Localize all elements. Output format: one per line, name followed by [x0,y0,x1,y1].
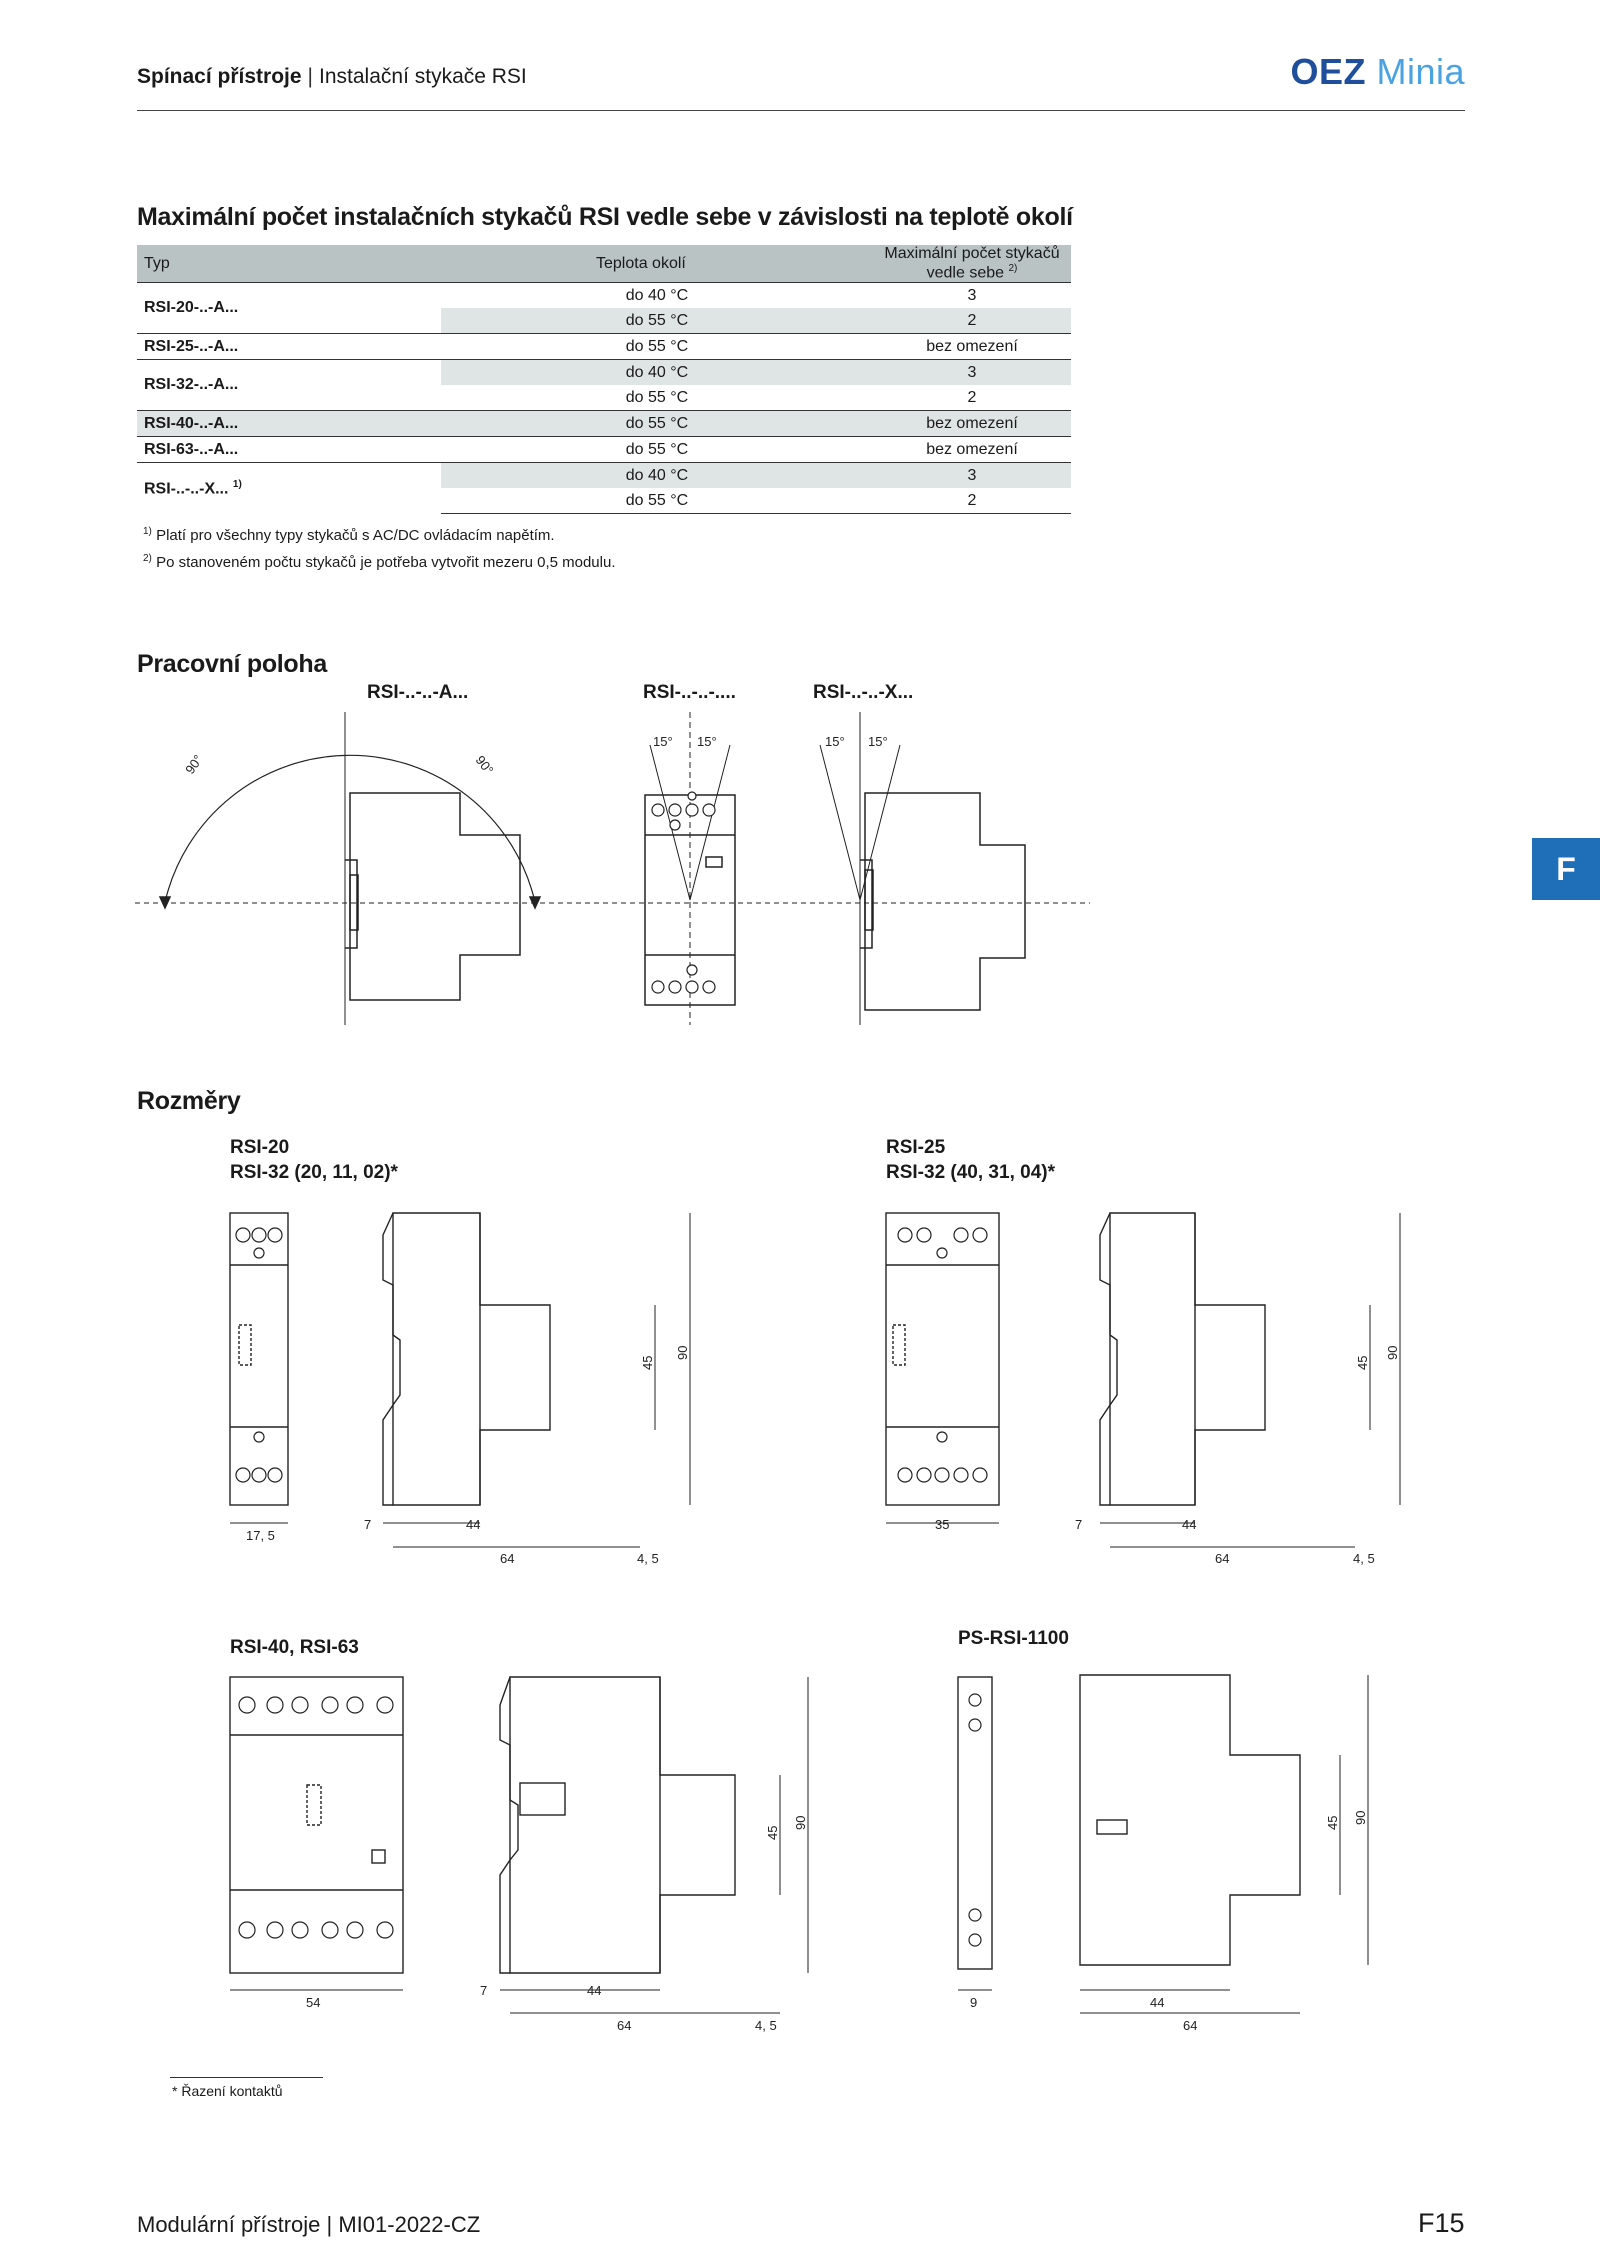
position-section-title: Pracovní poloha [137,650,327,678]
dim-35: 35 [935,1517,950,1532]
dims-label-ps: PS-RSI-1100 [958,1628,1069,1649]
position-label-a: RSI-..-..-A... [367,682,469,703]
table-row: RSI-..-..-X... $^{1)}$ do 40 °C 3 [137,463,1071,489]
dim-45-d: 45 [1325,1815,1340,1830]
dim-44-c: 44 [587,1983,602,1998]
dims-label-rsi40: RSI-40, RSI-63 [230,1637,359,1658]
footnote-rule [170,2077,323,2078]
dim-90-d: 90 [1353,1810,1368,1825]
dimensions-drawing [0,1195,1600,2095]
dims-label-rsi20: RSI-20 [230,1137,290,1158]
page-header [137,51,1465,111]
dim-9: 9 [970,1995,978,2010]
dim-4-5-c: 4, 5 [755,2018,777,2033]
dim-90-a: 90 [675,1345,690,1360]
dim-44-a: 44 [466,1517,481,1532]
angle-15-b: 15° [697,734,717,749]
dim-90-b: 90 [1385,1345,1400,1360]
dim-45-c: 45 [765,1825,780,1840]
page-number: F15 [1418,2208,1465,2238]
header-category: Spínací přístroje [137,65,302,88]
col-type: Typ [137,245,441,283]
angle-15-d: 15° [868,734,888,749]
angle-90-left: 90° [182,752,206,777]
dim-45-b: 45 [1355,1355,1370,1370]
angle-90-right: 90° [472,752,497,778]
oez-minia-logo: OEZ Minia [1290,51,1465,92]
dims-label-rsi32a: RSI-32 (20, 11, 02)* [230,1162,398,1183]
dims-label-rsi32b: RSI-32 (40, 31, 04)* [886,1162,1055,1183]
position-label-x: RSI-..-..-X... [813,682,914,703]
table-row: RSI-32-..-A... do 40 °C 3 [137,360,1071,386]
table-row: do 55 °C 2 [625,388,977,406]
footer-catalog: Modulární přístroje | MI01-2022-CZ [137,2212,481,2237]
dim-4-5-a: 4, 5 [637,1551,659,1566]
col-temp: Teplota okolí [441,245,873,283]
table-row: do 55 °C 2 [137,308,1071,334]
dim-90-c: 90 [793,1815,808,1830]
dim-7-b: 7 [1075,1517,1083,1532]
dim-44-d: 44 [1150,1995,1165,2010]
dim-54: 54 [306,1995,321,2010]
table-row: do 55 °C 2 [137,488,1071,514]
table-header-row [137,245,1071,283]
dims-label-rsi25: RSI-25 [886,1137,946,1158]
table-row: RSI-40-..-A... do 55 °C bez omezení [137,411,1071,437]
dims-footnote: * Řazení kontaktů [172,2083,283,2099]
angle-15-a: 15° [653,734,673,749]
section-tab-f: F [1532,838,1600,900]
dim-64-a: 64 [500,1551,515,1566]
table-row: RSI-63-..-A... do 55 °C bez omezení [137,437,1071,463]
dim-64-d: 64 [1183,2018,1198,2033]
position-label-generic: RSI-..-..-.... [643,682,736,703]
table-footnote-2: $^{2)}$ Po stanoveném počtu stykačů je potřeba vytvořit mezeru 0,5 modulu. [143,553,616,571]
dim-64-c: 64 [617,2018,632,2033]
dim-45-a: 45 [640,1355,655,1370]
dim-7-a: 7 [364,1517,372,1532]
angle-15-c: 15° [825,734,845,749]
dim-17-5: 17, 5 [246,1528,275,1543]
dimensions-section-title: Rozměry [137,1087,241,1115]
col-count: Maximální počet stykačů vedle sebe $^{2)}$ [873,245,1071,283]
dim-4-5-b: 4, 5 [1353,1551,1375,1566]
header-breadcrumb: Spínací přístroje | Instalační stykače RSI [137,65,527,88]
dim-7-c: 7 [480,1983,488,1998]
table-row: RSI-25-..-A... do 55 °C bez omezení [137,334,1071,360]
working-position-drawing [0,700,1600,1040]
dim-44-b: 44 [1182,1517,1197,1532]
table-footnote-1: $^{1)}$ Platí pro všechny typy stykačů s AC/DC ovládacím napětím. [143,526,555,544]
table-row: RSI-20-..-A... do 40 °C 3 [137,283,1071,309]
dim-64-b: 64 [1215,1551,1230,1566]
max-contactors-table [137,245,1071,514]
table-section-title: Maximální počet instalačních stykačů RSI vedle sebe v závislosti na teplotě okolí [137,203,1073,231]
header-subcategory: Instalační stykače RSI [319,65,527,88]
